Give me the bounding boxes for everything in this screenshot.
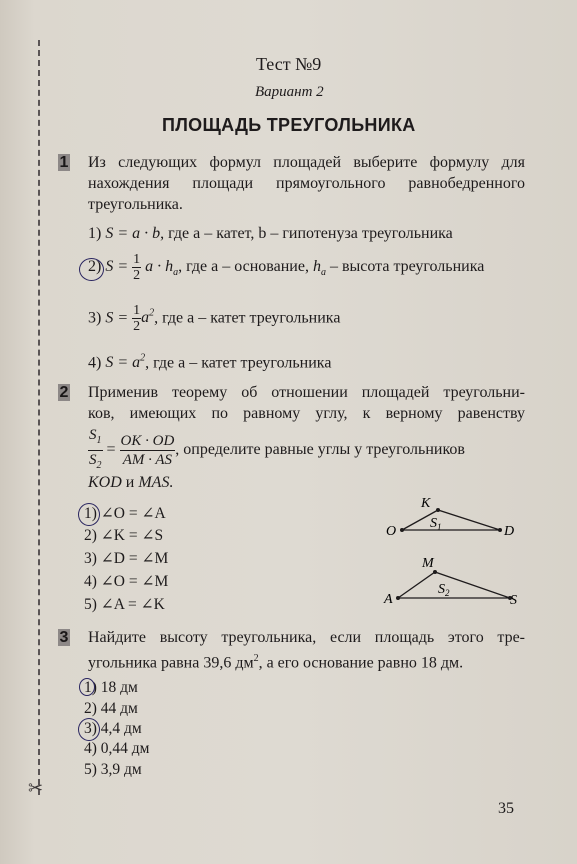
fraction-ok-od: $\frac{OK \cdot OD}{AM \cdot AS}$	[120, 433, 175, 468]
formula: S =	[105, 258, 129, 276]
question-3-text	[88, 627, 525, 673]
test-title: Тест №9	[256, 54, 322, 74]
option-number: 2)	[88, 258, 102, 276]
label-s: S	[510, 593, 517, 608]
triangle-figures	[380, 495, 520, 610]
label-a: A	[384, 592, 393, 607]
topic-heading: ПЛОЩАДЬ ТРЕУГОЛЬНИКА	[162, 115, 416, 135]
question-2-line: Применив теорему об отношении площадей треугольни-	[88, 384, 525, 401]
question-1-text	[88, 152, 525, 215]
question-2-last-line	[88, 472, 173, 493]
formula: $h_a$	[312, 258, 326, 279]
question-3-line: Найдите высоту треугольника, если площадь этого тре-	[88, 629, 525, 646]
question-1-line: нахождения площади прямоугольного равнобедренного	[88, 175, 525, 192]
formula: $a \cdot h_a$	[141, 258, 179, 279]
q2-option-3[interactable]: 3) ∠D = ∠M	[84, 550, 169, 567]
cut-line	[38, 40, 40, 795]
q1-option-3[interactable]	[88, 303, 340, 334]
q3-option-4[interactable]: 4) 0,44 дм	[84, 740, 150, 757]
question-1-line: Из следующих формул площадей выберите формулу для	[88, 154, 525, 171]
formula: S =	[105, 309, 129, 327]
question-1-line: треугольника.	[88, 196, 183, 213]
ratio-equation: $\frac{S_1}{S_2}$ = $\frac{OK \cdot OD}{AM \cdot AS}$ , определите равные углы у треугольников	[88, 426, 465, 475]
option-number: 4)	[88, 354, 102, 372]
q2-option-5[interactable]: 5) ∠A = ∠K	[84, 596, 165, 613]
q3-option-1[interactable]: 1) 18 дм	[84, 679, 138, 696]
q2-option-1[interactable]: 1) ∠O = ∠A	[84, 505, 166, 522]
option-text: , где a – катет треугольника	[145, 354, 332, 372]
question-number-1: 1	[59, 154, 69, 171]
pen-circle-mark	[78, 718, 100, 741]
pen-circle-mark	[79, 678, 95, 696]
page-number: 35	[498, 800, 514, 817]
q2-option-2[interactable]: 2) ∠K = ∠S	[84, 527, 164, 544]
question-2-line: ков, имеющих по равному углу, к верному равенству	[88, 405, 525, 422]
fraction-half: $\frac{1}{2}$	[133, 303, 141, 335]
question-2-text	[88, 382, 525, 424]
option-number: 3)	[88, 309, 102, 327]
q3-option-3[interactable]: 3) 4,4 дм	[84, 720, 142, 737]
q3-option-5[interactable]: 5) 3,9 дм	[84, 761, 142, 778]
triangle-mas-figure	[383, 556, 517, 608]
fraction-s1-s2: $\frac{S_1}{S_2}$	[89, 427, 102, 471]
option-text: – высота треугольника	[325, 258, 485, 276]
scissors-icon: ✂	[28, 778, 44, 798]
pen-circle-mark	[79, 258, 104, 281]
triangle-kod-figure	[386, 496, 514, 539]
triangle-mas: MAS.	[138, 474, 174, 491]
conjunction: и	[121, 474, 139, 491]
label-o: O	[386, 524, 397, 539]
q2-option-4[interactable]: 4) ∠O = ∠M	[84, 573, 169, 590]
option-number: 1)	[88, 225, 102, 242]
formula: $a^2$	[141, 308, 155, 327]
label-d: D	[504, 524, 515, 539]
variant-label: Вариант 2	[255, 84, 324, 100]
triangle-kod: KOD	[88, 474, 122, 491]
option-text: , где a – катет, b – гипотенуза треугольника	[160, 225, 453, 242]
label-m: M	[422, 556, 434, 571]
question-2-continued: , определите равные углы у треугольников	[175, 441, 465, 459]
label-s2: $S_2$	[438, 582, 450, 598]
label-k: K	[421, 496, 431, 511]
q1-option-4[interactable]	[88, 348, 331, 373]
question-3-line: угольника равна 39,6 $дм^2$, а его основание равно 18 дм.	[88, 653, 464, 672]
question-number-3: 3	[59, 629, 69, 646]
q1-option-1[interactable]	[88, 223, 453, 244]
fraction-half: $\frac{1}{2}$	[133, 252, 141, 283]
question-number-2: 2	[59, 384, 69, 401]
formula: $S = a^2$	[105, 353, 146, 372]
option-text: , где a – основание,	[178, 258, 313, 276]
q3-option-2[interactable]: 2) 44 дм	[84, 700, 138, 717]
label-s1: $S_1$	[430, 516, 442, 532]
option-text: , где a – катет треугольника	[154, 309, 341, 327]
pen-circle-mark	[78, 503, 100, 526]
q1-option-2[interactable]	[88, 252, 484, 283]
formula: S = a · b	[105, 225, 161, 242]
